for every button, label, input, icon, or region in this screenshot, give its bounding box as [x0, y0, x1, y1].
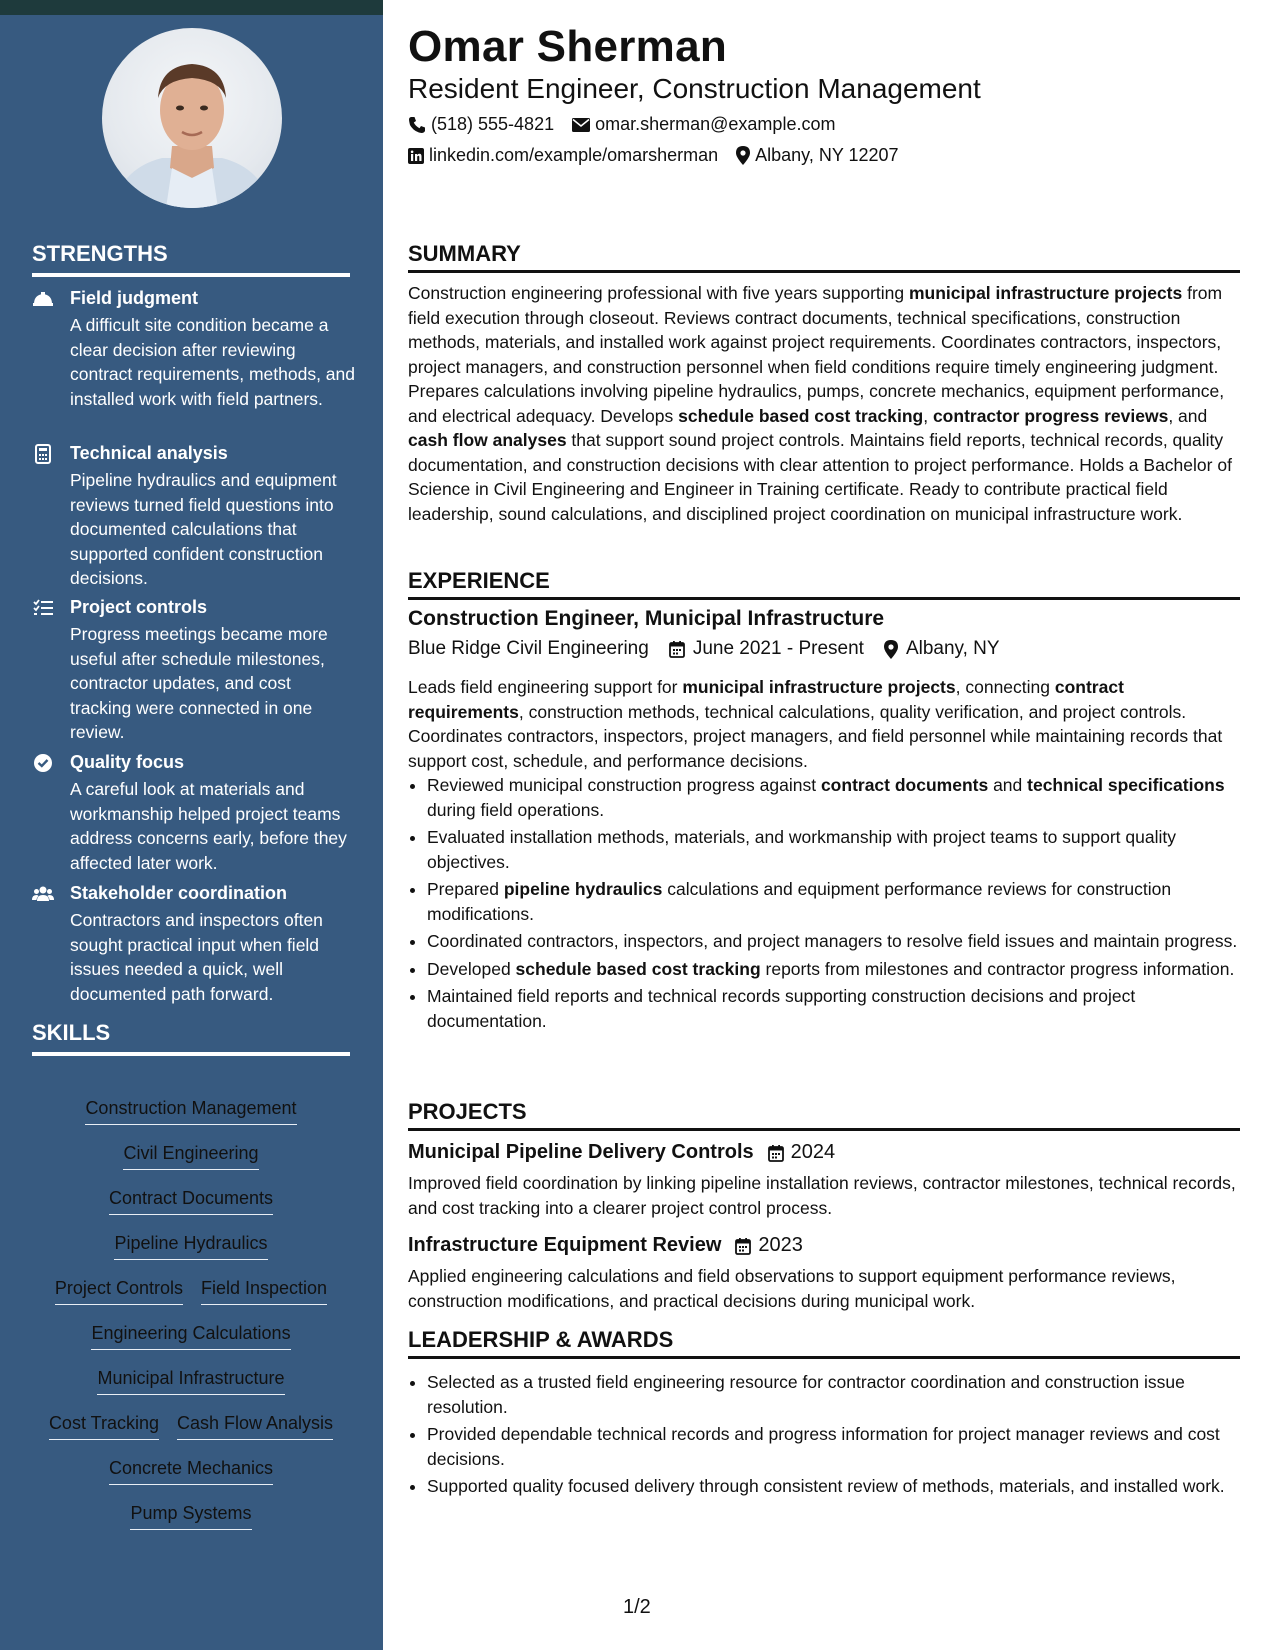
skill-tag: Civil Engineering [123, 1143, 258, 1170]
project-year: 2024 [790, 1141, 836, 1163]
linkedin-icon [408, 148, 424, 164]
phone-icon [408, 116, 426, 134]
leadership-bullet: • Supported quality focused delivery through consistent review of methods, materials, and installed work. [427, 1474, 1259, 1499]
skill-tag: Cost Tracking [49, 1413, 159, 1440]
email-text[interactable]: omar.sherman@example.com [595, 114, 836, 134]
checklist-icon [32, 598, 54, 618]
calendar-icon [669, 640, 685, 658]
contact-row [408, 114, 853, 135]
strength-title: Quality focus [70, 752, 185, 772]
strength-description: Contractors and inspectors often sought practical input when field issues needed a quick, well documented path forward. [70, 910, 323, 1004]
project-header [408, 1141, 835, 1164]
top-accent-bar [0, 0, 383, 15]
job-bullets [408, 773, 1259, 1036]
map-pin-icon [736, 146, 750, 165]
job-meta [408, 638, 1020, 660]
email-item[interactable] [572, 114, 835, 135]
skill-tag: Pipeline Hydraulics [114, 1233, 267, 1260]
candidate-name: Omar Sherman [408, 22, 728, 71]
job-location-item [884, 638, 1000, 660]
project-header [408, 1234, 803, 1257]
job-intro: Leads field engineering support for municipal infrastructure projects, connecting contract requirements, construction methods, technical calculations, quality verification, and project controls. Coordinates contractors, inspectors, project managers, and field personnel while maintaining records that support cost, schedule, and performance decisions. [408, 677, 1223, 771]
strengths-heading: STRENGTHS [32, 241, 350, 277]
calculator-icon [32, 444, 54, 464]
projects-heading: PROJECTS [408, 1099, 1240, 1131]
users-icon [32, 884, 54, 904]
calendar-icon [768, 1144, 784, 1162]
job-dates: June 2021 - Present [692, 638, 864, 659]
skill-tag: Field Inspection [201, 1278, 327, 1305]
company-item [408, 638, 649, 660]
skills-list [32, 1098, 350, 1548]
job-bullet: • Evaluated installation methods, materials, and workmanship with project teams to support quality objectives. [427, 825, 1259, 874]
leadership-bullets [408, 1370, 1259, 1502]
skill-tag: Municipal Infrastructure [97, 1368, 284, 1395]
strength-description: A careful look at materials and workmanship helped project teams address concerns early, before they affected later work. [70, 779, 347, 873]
skill-tag: Pump Systems [130, 1503, 251, 1530]
skill-tag: Construction Management [85, 1098, 296, 1125]
envelope-icon [572, 118, 590, 132]
project-year: 2023 [758, 1234, 803, 1256]
skill-tag: Engineering Calculations [91, 1323, 290, 1350]
job-title: Construction Engineer, Municipal Infrastructure [408, 607, 885, 630]
project-title: Municipal Pipeline Delivery Controls [408, 1141, 754, 1163]
experience-heading: EXPERIENCE [408, 568, 1240, 600]
contact-row [408, 145, 917, 166]
job-bullet: • Maintained field reports and technical records supporting construction decisions and project documentation. [427, 984, 1259, 1033]
skill-tag: Cash Flow Analysis [177, 1413, 333, 1440]
skills-heading: SKILLS [32, 1020, 350, 1056]
map-pin-icon [884, 640, 898, 659]
dates-item [669, 638, 864, 660]
job-bullet: • Reviewed municipal construction progress against contract documents and technical specifications during field operations. [427, 773, 1259, 822]
leadership-heading: LEADERSHIP & AWARDS [408, 1327, 1240, 1359]
strength-description: A difficult site condition became a clear decision after reviewing contract requirements, methods, and installed work with field partners. [70, 315, 356, 409]
candidate-title: Resident Engineer, Construction Management [408, 73, 981, 104]
project-title: Infrastructure Equipment Review [408, 1234, 722, 1256]
leadership-bullet: • Selected as a trusted field engineering resource for contractor coordination and construction issue resolution. [427, 1370, 1259, 1419]
linkedin-text[interactable]: linkedin.com/example/omarsherman [429, 145, 719, 165]
phone-item [408, 114, 554, 135]
leadership-bullet: • Provided dependable technical records and progress information for project manager reviews and cost decisions. [427, 1422, 1259, 1471]
strength-description: Pipeline hydraulics and equipment reviews turned field questions into documented calculations that supported confident construction decisions. [70, 470, 337, 588]
strength-title: Stakeholder coordination [70, 883, 288, 903]
job-location: Albany, NY [905, 638, 1000, 659]
strength-title: Technical analysis [70, 443, 228, 463]
hard-hat-icon [32, 289, 54, 309]
location-item [736, 145, 898, 166]
phone-text: (518) 555-4821 [431, 114, 555, 134]
job-bullet: • Prepared pipeline hydraulics calculations and equipment performance reviews for construction modifications. [427, 877, 1259, 926]
skill-tag: Project Controls [55, 1278, 183, 1305]
strength-title: Project controls [70, 597, 208, 617]
profile-photo [102, 28, 282, 208]
location-text: Albany, NY 12207 [755, 145, 899, 165]
project-description: Applied engineering calculations and field observations to support equipment performance reviews, construction modifications, and practical decisions during municipal work. [408, 1266, 1176, 1311]
summary-text: Construction engineering professional with five years supporting municipal infrastructure projects from field execution through closeout. Reviews contract documents, technical specifications, construction methods, materials, and installed work against project requirements. Coordinates contractors, inspectors, project managers, and construction personnel when field conditions require timely engineering judgment. Prepares calculations involving pipeline hydraulics, pumps, concrete mechanics, equipment performance, and electrical adequacy. Develops schedule based cost tracking, contractor progress reviews, and cash flow analyses that support sound project controls. Maintains field reports, technical records, quality documentation, and construction decisions with clear attention to project performance. Holds a Bachelor of Science in Civil Engineering and Engineer in Training certificate. Ready to contribute practical field leadership, sound calculations, and disciplined project coordination on municipal infrastructure work. [408, 283, 1232, 524]
project-description: Improved field coordination by linking pipeline installation reviews, contractor milestones, technical records, and cost tracking into a clearer project control process. [408, 1173, 1236, 1218]
summary-heading: SUMMARY [408, 241, 1240, 273]
job-bullet: • Coordinated contractors, inspectors, and project managers to resolve field issues and maintain progress. [427, 929, 1259, 954]
check-circle-icon [32, 753, 54, 773]
linkedin-item[interactable] [408, 145, 718, 166]
calendar-icon [735, 1237, 751, 1255]
company-name: Blue Ridge Civil Engineering [408, 638, 649, 659]
skill-tag: Concrete Mechanics [109, 1458, 273, 1485]
job-bullet: • Developed schedule based cost tracking reports from milestones and contractor progress information. [427, 957, 1259, 982]
strength-title: Field judgment [70, 288, 198, 308]
page-number: 1/2 [623, 1596, 651, 1618]
strength-description: Progress meetings became more useful after schedule milestones, contractor updates, and cost tracking were connected in one review. [70, 624, 328, 742]
skill-tag: Contract Documents [109, 1188, 273, 1215]
